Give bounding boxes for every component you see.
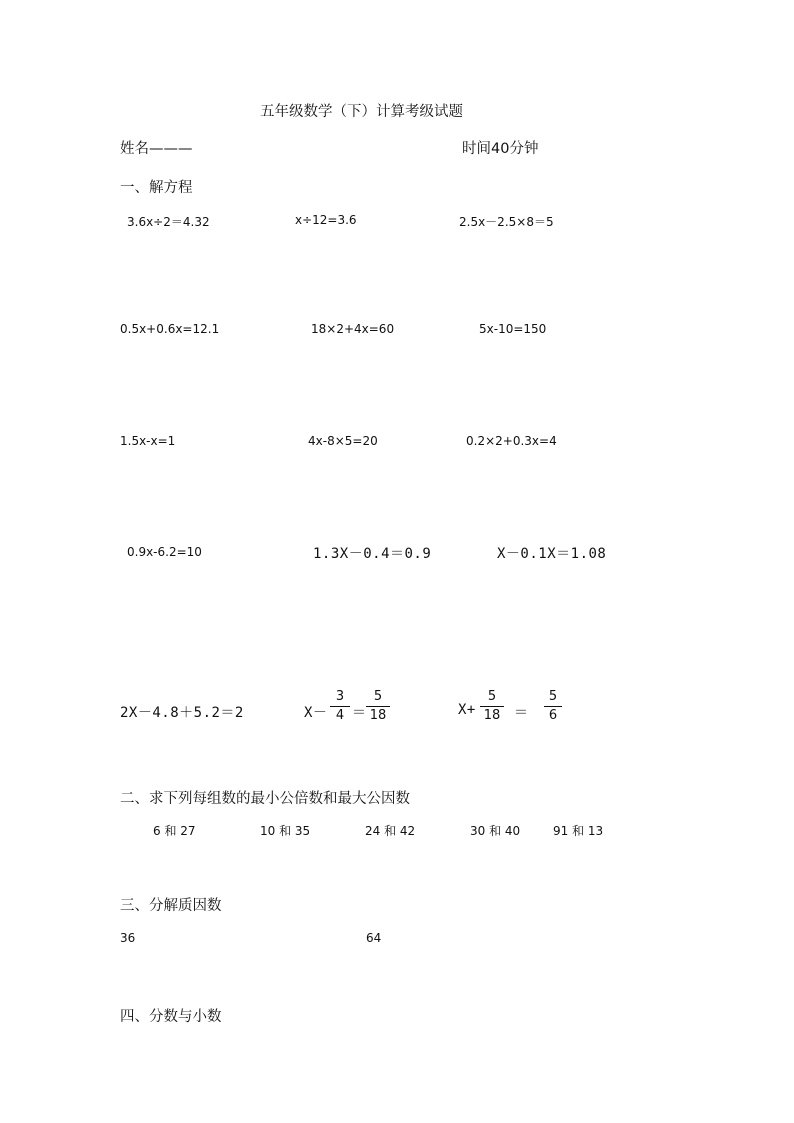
fraction-bar (544, 706, 562, 707)
equation-4-3: X－0.1X＝1.08 (497, 546, 607, 562)
fraction-denominator: 18 (483, 708, 501, 723)
equation-4-1: 0.9x-6.2=10 (127, 545, 202, 559)
fraction-numerator: 5 (487, 689, 497, 704)
section4-heading: 四、分数与小数 (120, 1009, 222, 1025)
time-label: 时间40分钟 (462, 141, 539, 157)
equation-1-2: x÷12=3.6 (295, 213, 357, 227)
name-field-label: 姓名——— (120, 141, 193, 157)
fraction-denominator: 4 (335, 708, 345, 723)
fraction-denominator: 18 (369, 708, 387, 723)
equation-2-1: 0.5x+0.6x=12.1 (120, 322, 220, 336)
section1-heading: 一、解方程 (120, 180, 193, 196)
number-pair-2: 10 和 35 (260, 824, 311, 838)
number-pair-4: 30 和 40 (470, 824, 521, 838)
equation-5-2-equals: ＝ (352, 705, 367, 721)
equation-1-3: 2.5x－2.5×8＝5 (459, 215, 554, 229)
equation-3-1: 1.5x-x=1 (120, 434, 176, 448)
equation-3-3: 0.2×2+0.3x=4 (466, 434, 557, 448)
fraction-3-over-4 (330, 689, 350, 724)
equation-5-3-equals: ＝ (514, 705, 529, 721)
fraction-bar (366, 706, 390, 707)
fraction-5-over-6 (544, 689, 562, 724)
fraction-5-over-18 (480, 689, 504, 724)
equation-5-1: 2X－4.8＋5.2＝2 (120, 705, 244, 721)
factor-number-2: 64 (366, 931, 382, 945)
fraction-numerator: 5 (373, 689, 383, 704)
equation-1-1: 3.6x÷2＝4.32 (127, 215, 210, 229)
number-pair-1: 6 和 27 (153, 824, 196, 838)
fraction-denominator: 6 (548, 708, 558, 723)
section2-heading: 二、求下列每组数的最小公倍数和最大公因数 (120, 791, 410, 807)
equation-2-3: 5x-10=150 (479, 322, 547, 336)
fraction-numerator: 3 (335, 689, 345, 704)
number-pair-3: 24 和 42 (365, 824, 416, 838)
factor-number-1: 36 (120, 931, 136, 945)
equation-3-2: 4x-8×5=20 (308, 434, 378, 448)
fraction-numerator: 5 (548, 689, 558, 704)
fraction-bar (330, 706, 350, 707)
page-title: 五年级数学（下）计算考级试题 (260, 104, 463, 120)
equation-5-2-prefix: X－ (304, 705, 328, 721)
fraction-bar (480, 706, 504, 707)
fraction-5-over-18 (366, 689, 390, 724)
number-pair-5: 91 和 13 (553, 824, 604, 838)
section3-heading: 三、分解质因数 (120, 898, 222, 914)
equation-5-3-prefix: X+ (458, 702, 476, 718)
equation-2-2: 18×2+4x=60 (311, 322, 395, 336)
equation-4-2: 1.3X－0.4＝0.9 (313, 546, 432, 562)
